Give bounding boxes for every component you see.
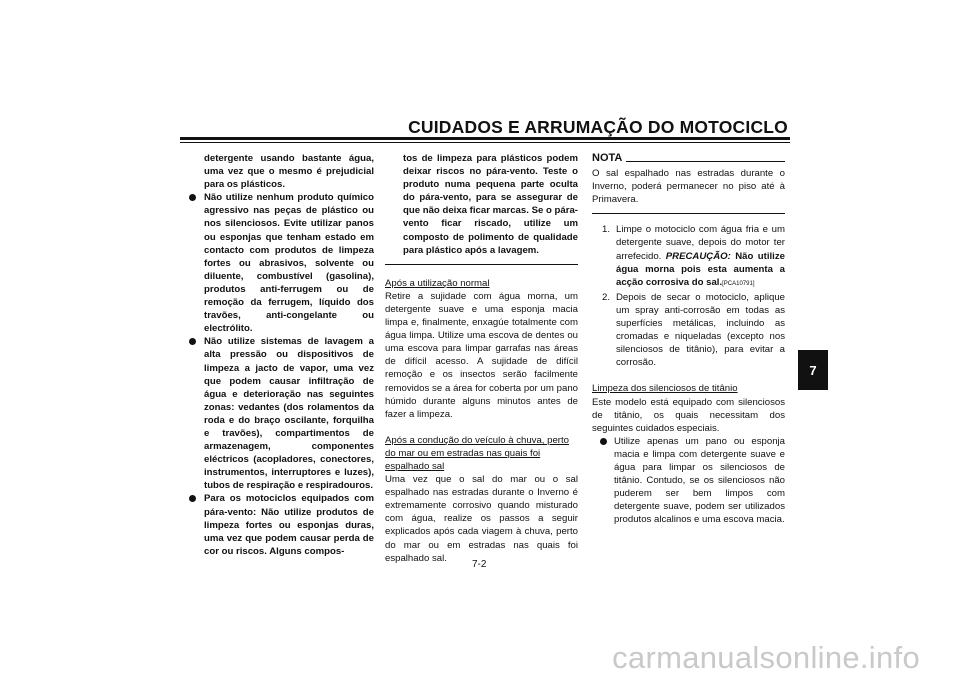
- bullet-dot-icon: [189, 495, 196, 502]
- col1-bullet-text: Não utilize sistemas de lavagem a alta pressão ou dispositivos de limpeza a jacto de vapor, uma vez que podem causar infiltração de água e deterioração nas seguintes zonas: vedantes (dos rolamentos da roda e do braço oscilante, forquilha e travões), compartimentos de armazenagem, componentes eléctricos (acopladores, conectores, instrumentos, interruptores e luzes), tubos de respiração e respiradouros.: [204, 336, 374, 492]
- col1-bullet-1: [186, 191, 374, 335]
- col1-bullet-text: Não utilize nenhum produto químico agressivo nas peças de plástico ou nos silenciosos. Evite utilizar panos ou esponjas que tenham estado em contacto com produtos de limpeza fortes ou abrasivos, solvente ou diluente, combustível (gasolina), produtos anti-ferrugem ou de remoção da ferrugem, líquido dos travões, anti-congelante ou electrólito.: [204, 192, 374, 335]
- note-header: [592, 152, 785, 165]
- col2-continuation: tos de limpeza para plásticos podem deixar riscos no pára-vento. Teste o produto numa pequena parte oculta do pára-vento, para se assegurar de que não deixa ficar marcas. Se o pára-vento ficar riscado, utilize um composto de polimento de qualidade para plástico após a lavagem.: [403, 153, 578, 256]
- bullet-dot-icon: [189, 338, 196, 345]
- header-rule-thin: [180, 142, 790, 143]
- step-2-text: Depois de secar o motociclo, aplique um spray anti-corrosão em todas as superfícies metálicas, incluindo as cromadas e niqueladas (excepto nos silenciosos de titânio), para evitar a corrosão.: [616, 291, 785, 369]
- section-heading-rain-sea-salt: Após a condução do veículo à chuva, perto do mar ou em estradas nas quais foi espalhado sal: [385, 434, 570, 472]
- column-2: [385, 152, 578, 565]
- step-2: [592, 291, 785, 370]
- step-number: 1.: [602, 224, 611, 236]
- col3-bullet: [592, 435, 785, 527]
- note-body: O sal espalhado nas estradas durante o Inverno, poderá permanecer no piso até à Primavera.: [592, 168, 785, 206]
- col1-bullet-3: [186, 492, 374, 557]
- section-body-rain-sea-salt: Uma vez que o sal do mar ou o sal espalhado nas estradas durante o Inverno é extremamente corrosivo quando misturado com água, realize os passos a seguir explicados após cada viagem à chuva, perto do mar ou em estradas nas quais foi espalhado sal.: [385, 474, 578, 564]
- page-number: 7-2: [472, 559, 487, 570]
- header-rule-thick: [180, 137, 790, 140]
- col1-bullet-text: Para os motociclos equipados com pára-vento: Não utilize produtos de limpeza fortes ou esponjas duras, uma vez que podem causar perda de cor ou riscos. Alguns compos-: [204, 493, 374, 557]
- section-body-titanium-mufflers: Este modelo está equipado com silenciosos de titânio, os quais necessitam dos seguintes cuidados especiais.: [592, 396, 785, 434]
- caution-text: Não utilize água morna pois esta aumenta a acção corrosiva do sal.: [616, 250, 785, 288]
- column-1: [186, 152, 374, 558]
- step-1-text: [616, 223, 785, 290]
- page-title: CUIDADOS E ARRUMAÇÃO DO MOTOCICLO: [408, 117, 788, 137]
- section-body-normal-use: Retire a sujidade com água morna, um detergente suave e uma esponja macia limpa e, finalmente, enxagúe totalmente com água limpa. Utilize uma escova de dentes ou uma escova para limpar garrafas nas áreas de difícil acesso. A sujidade de difícil remoção e os insectos serão facilmente removidos se a área for coberta por um pano húmido durante alguns minutos antes de fazer a limpeza.: [385, 290, 578, 420]
- spacer: [385, 421, 578, 434]
- section-divider: [385, 264, 578, 265]
- col1-bullet-2: [186, 335, 374, 492]
- spacer: [592, 369, 785, 382]
- bullet-dot-icon: [189, 194, 196, 201]
- step-1-instruction: Limpe o motociclo com água fria e um detergente suave, depois do motor ter arrefecido.: [616, 224, 785, 262]
- step-number: 2.: [602, 291, 611, 303]
- col3-bullet-text: Utilize apenas um pano ou esponja macia e limpa com detergente suave e água para limpar os silenciosos de titânio. Contudo, se os silenciosos não puderem ser bem limpos com detergente suave, podem ser utilizados produtos alcalinos e uma escova macia.: [614, 435, 785, 526]
- column-3: [592, 152, 785, 526]
- chapter-tab: 7: [798, 350, 828, 390]
- caution-label: PRECAUÇÃO:: [665, 250, 731, 262]
- note-end-rule: [592, 213, 785, 214]
- note-label: NOTA: [592, 152, 623, 164]
- col1-intro: detergente usando bastante água, uma vez que o mesmo é prejudicial para os plásticos.: [204, 153, 374, 191]
- note-rule: [626, 161, 785, 162]
- step-1: [592, 223, 785, 290]
- caution-code: [PCA10791]: [722, 280, 755, 287]
- section-heading-normal-use: Após a utilização normal: [385, 277, 490, 289]
- bullet-dot-icon: [600, 438, 607, 445]
- watermark: carmanualsonline.info: [612, 640, 920, 675]
- section-heading-titanium-mufflers: Limpeza dos silenciosos de titânio: [592, 383, 738, 395]
